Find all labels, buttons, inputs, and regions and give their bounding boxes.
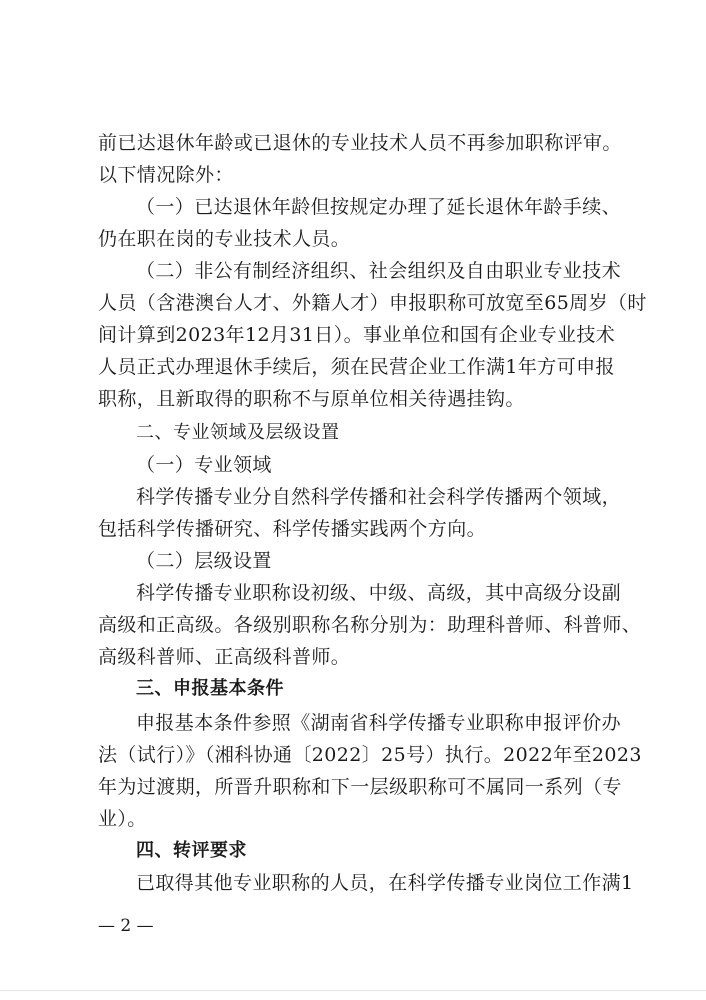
paragraph-line: 法（试行）》（湘科协通〔2022〕25号）执行。2022年至2023 [98, 744, 642, 766]
paragraph-line: 高级科普师、正高级科普师。 [98, 646, 351, 668]
paragraph-line: 科学传播专业分自然科学传播和社会科学传播两个领域， [136, 486, 622, 508]
paragraph-line: 仍在职在岗的专业技术人员。 [98, 228, 351, 250]
subsection-heading: （二）层级设置 [136, 550, 272, 572]
paragraph-line: 年为过渡期，所晋升职称和下一层级职称可不属同一系列（专 [98, 776, 622, 798]
section-heading: 二、专业领域及层级设置 [136, 422, 340, 443]
section-heading: 三、申报基本条件 [136, 678, 284, 699]
paragraph-line: 包括科学传播研究、科学传播实践两个方向。 [98, 518, 487, 540]
paragraph-line: （一）已达退休年龄但按规定办理了延长退休年龄手续、 [136, 196, 622, 218]
paragraph-line: 前已达退休年龄或已退休的专业技术人员不再参加职称评审。 [98, 132, 622, 154]
paragraph-line: 科学传播专业职称设初级、中级、高级，其中高级分设副 [136, 582, 622, 604]
subsection-heading: （一）专业领域 [136, 454, 272, 476]
paragraph-line: 已取得其他专业职称的人员，在科学传播专业岗位工作满1 [136, 872, 634, 894]
paragraph-line: 人员（含港澳台人才、外籍人才）申报职称可放宽至65周岁（时 [98, 292, 647, 314]
paragraph-line: 间计算到2023年12月31日）。事业单位和国有企业专业技术 [98, 324, 616, 346]
paragraph-line: 业）。 [98, 808, 147, 830]
paragraph-line: 高级和正高级。各级别职称名称分别为：助理科普师、科普师、 [98, 614, 642, 636]
page-edge-divider [0, 990, 706, 991]
paragraph-line: 职称，且新取得的职称不与原单位相关待遇挂钩。 [98, 388, 525, 410]
paragraph-line: （二）非公有制经济组织、社会组织及自由职业专业技术 [136, 260, 622, 282]
paragraph-line: 以下情况除外： [98, 164, 234, 186]
page-number: — 2 — [98, 916, 154, 936]
paragraph-line: 申报基本条件参照《湖南省科学传播专业职称申报评价办 [136, 712, 622, 734]
paragraph-line: 人员正式办理退休手续后，须在民营企业工作满1年方可申报 [98, 356, 615, 378]
section-heading: 四、转评要求 [136, 840, 247, 861]
